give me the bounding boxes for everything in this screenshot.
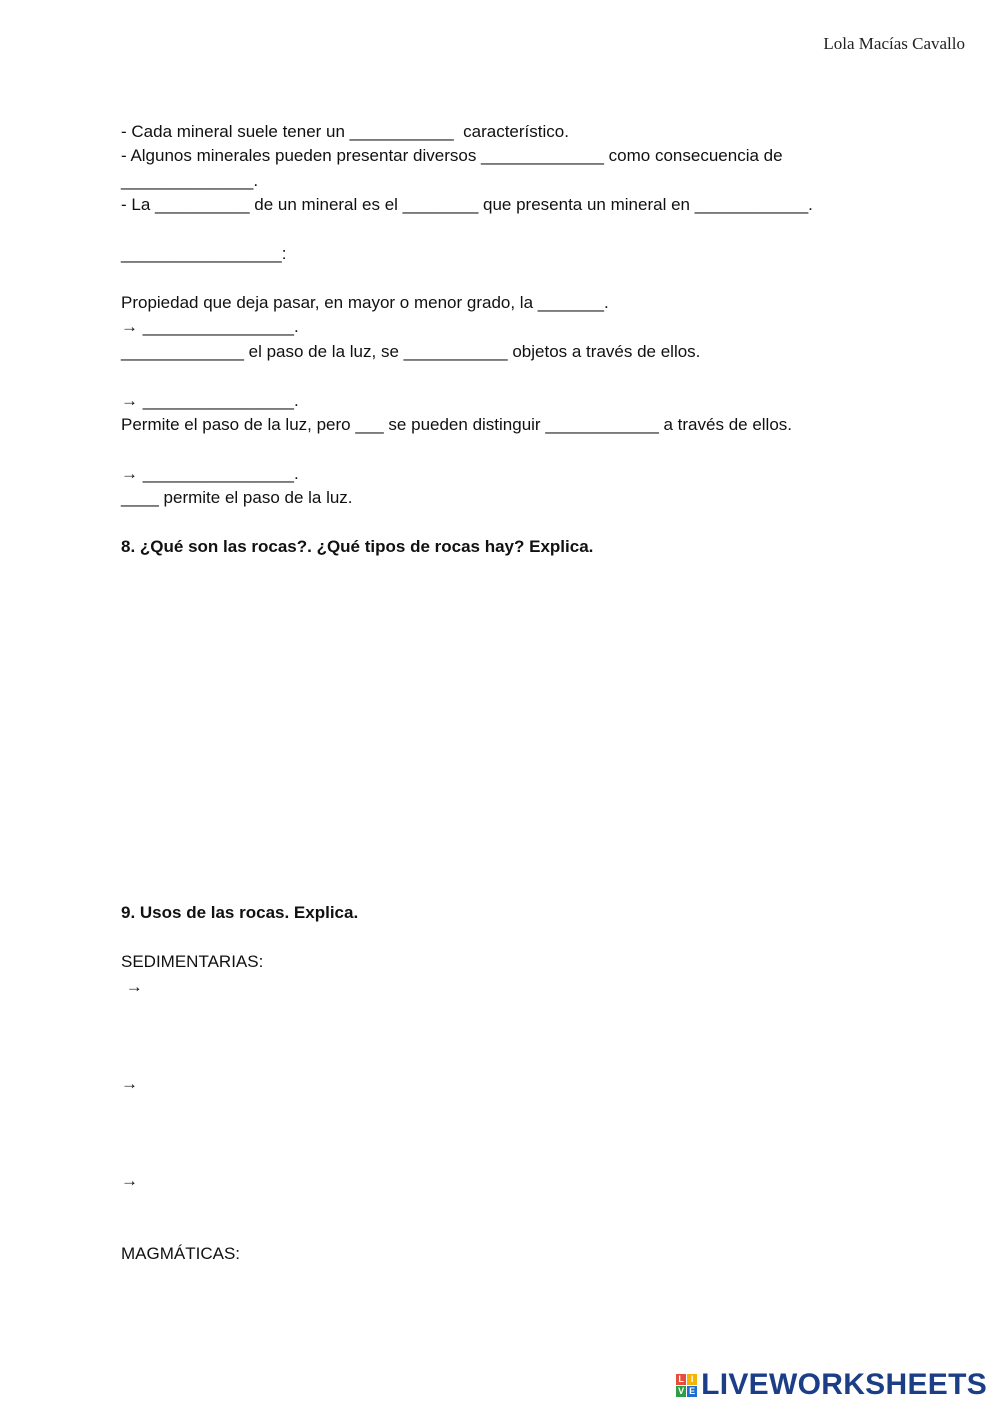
logo-letter: L (676, 1374, 686, 1385)
logo-letter: I (687, 1374, 697, 1385)
text-line: → ________________. (121, 317, 299, 336)
question-8: 8. ¿Qué son las rocas?. ¿Qué tipos de rocas hay? Explica. (121, 537, 594, 556)
text-line: Propiedad que deja pasar, en mayor o menor grado, la _______. (121, 293, 609, 312)
text-line: → ________________. (121, 391, 299, 410)
text-line: ____ permite el paso de la luz. (121, 488, 353, 507)
sedimentarias-label: SEDIMENTARIAS: (121, 952, 264, 971)
text-line: _________________: (121, 244, 287, 263)
liveworksheets-logo (676, 1368, 987, 1402)
author-name: Lola Macías Cavallo (823, 34, 965, 53)
text-line: - Algunos minerales pueden presentar diversos _____________ como consecuencia de (121, 146, 783, 165)
text-line: _____________ el paso de la luz, se ___________ objetos a través de ellos. (121, 342, 701, 361)
arrow-item: → (121, 1074, 138, 1093)
logo-letter: V (678, 1386, 685, 1396)
logo-letter: E (689, 1386, 696, 1396)
text-line: - La __________ de un mineral es el ________ que presenta un mineral en ____________. (121, 195, 813, 214)
arrow-item: → (121, 977, 143, 996)
magmaticas-label: MAGMÁTICAS: (121, 1244, 241, 1263)
arrow-item: → (121, 1171, 138, 1190)
text-line: ______________. (121, 171, 259, 190)
brand-text: LIVEWORKSHEETS (701, 1368, 987, 1401)
text-line: - Cada mineral suele tener un ___________ característico. (121, 122, 569, 141)
text-line: Permite el paso de la luz, pero ___ se pueden distinguir ____________ a través de ellos. (121, 415, 793, 434)
question-9: 9. Usos de las rocas. Explica. (121, 903, 359, 922)
logo-mark-icon (676, 1374, 697, 1397)
text-line: → ________________. (121, 464, 299, 483)
